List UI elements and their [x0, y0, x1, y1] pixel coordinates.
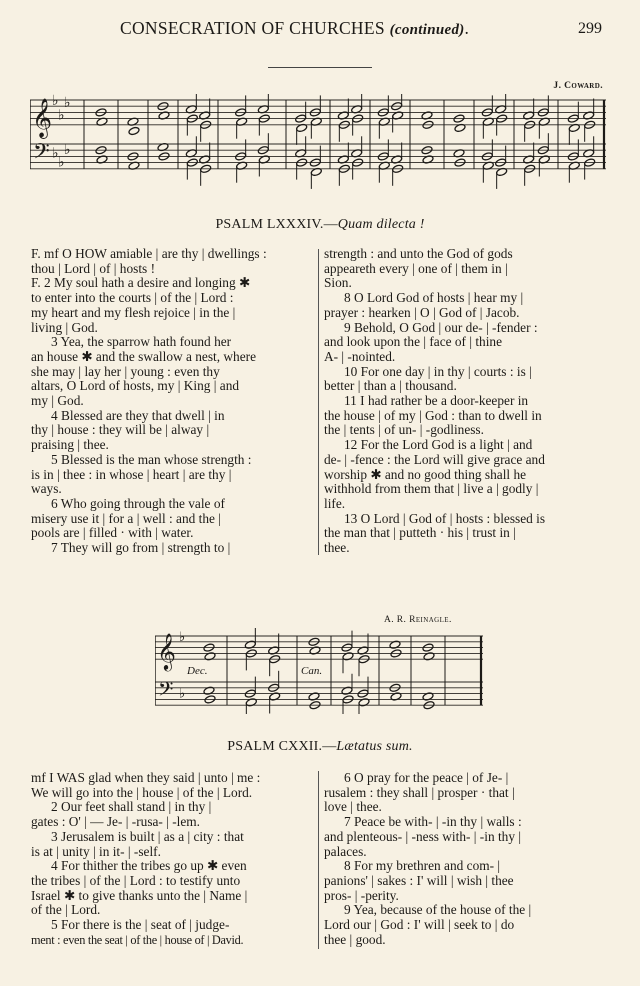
verse-line: 6 Who going through the vale of: [51, 495, 225, 511]
psalm-latin-title: Quam dilecta !: [337, 217, 425, 232]
verse-line: is in | thee : in whose | heart | are thy |: [31, 466, 232, 482]
verse-line: ways.: [31, 481, 62, 497]
verse-line: 10 For one day | in thy | courts : is |: [344, 363, 532, 379]
verse-line: misery use it | for a | well : and the |: [31, 510, 221, 526]
verse-line: the house | of my | God : than to dwell in: [324, 407, 542, 423]
verse-line: gates : O' | — Je- | -rusa- | -lem.: [31, 814, 201, 830]
flat-sign: ♭: [64, 95, 71, 112]
page-header: [0, 18, 640, 42]
verse-line: pools are | filled · with | water.: [31, 525, 194, 541]
flat-sign: ♭: [64, 142, 71, 159]
verse-line: 9 Behold, O God | our de- | -fender :: [344, 319, 538, 335]
verse-line: better | than a | thousand.: [324, 378, 457, 394]
treble-clef: 𝄞: [157, 632, 176, 671]
verse-line: thou | Lord | of | hosts !: [31, 260, 156, 276]
verse-line: altars, O Lord of hosts, my | King | and: [31, 378, 240, 394]
verse-line: thee | good.: [324, 931, 386, 947]
verse-line: thy | house : they will be | alway |: [31, 422, 210, 438]
verse-line: 3 Yea, the sparrow hath found her: [51, 334, 232, 350]
psalm-text-right-column: [324, 771, 607, 947]
verse-line: to enter into the courts | of the | Lord :: [31, 290, 234, 306]
verse-line: We will go into the | house | of the | Lord.: [31, 784, 253, 800]
verse-line: F. 2 My soul hath a desire and longing ✱: [31, 275, 251, 291]
treble-note: [128, 126, 140, 135]
header-rule: [268, 67, 372, 68]
decani-label: Dec.: [187, 665, 208, 677]
verse-line: 9 Yea, because of the house of the |: [344, 902, 532, 918]
verse-line: appeareth every | one of | them in |: [324, 260, 508, 276]
column-divider: [318, 249, 319, 555]
verse-line: 8 For my brethren and com- |: [344, 858, 501, 874]
verse-line: praising | thee.: [31, 437, 109, 453]
flat-sign: ♭: [179, 630, 186, 645]
verse-line: the | tents | of un- | -godliness.: [324, 422, 484, 438]
verse-line: A- | -nointed.: [324, 348, 396, 364]
verse-line: 8 O Lord God of hosts | hear my |: [344, 290, 524, 306]
verse-line: life.: [324, 495, 346, 511]
column-divider: [318, 771, 319, 949]
verse-line: rusalem : they shall | prosper · that |: [324, 784, 515, 800]
verse-line: de- | -fence : the Lord will give grace and: [324, 451, 545, 467]
verse-line: panions' | sakes : I' will | wish | thee: [324, 872, 514, 888]
verse-line: 3 Jerusalem is built | as a | city : that: [51, 828, 244, 844]
verse-line: love | thee.: [324, 799, 382, 815]
verse-line: palaces.: [324, 843, 367, 859]
treble-clef: 𝄞: [32, 97, 53, 138]
continued-label: (continued): [389, 22, 465, 38]
verse-line: mf I WAS glad when they said | unto | me :: [31, 770, 261, 785]
page-number: 299: [578, 20, 602, 37]
verse-line: pros- | -perity.: [324, 887, 399, 903]
verse-line: Israel ✱ to give thanks unto the | Name |: [31, 887, 248, 903]
verse-line: strength : and unto the God of gods: [324, 246, 513, 261]
chant-score-double: [30, 94, 608, 190]
verse-line: and plenteous- | -ness with- | -in thy |: [324, 828, 522, 844]
verse-line: Lord our | God : I' will | seek to | do: [324, 917, 515, 933]
verse-line: the tribes | of the | Lord : to testify unto: [31, 872, 241, 888]
verse-line: prayer : hearken | O | God of | Jacob.: [324, 304, 520, 320]
psalm-heading: PSALM CXXII.—Lætatus sum.: [227, 739, 413, 754]
verse-line: ment : even the seat | of the | house of | David.: [31, 932, 244, 947]
verse-line: is at | unity | in it- | -self.: [31, 843, 161, 859]
psalm-text-left-column: [31, 247, 314, 556]
verse-line: 2 Our feet shall stand | in thy |: [51, 799, 212, 815]
verse-line: 11 I had rather be a door-keeper in: [344, 393, 529, 409]
flat-sign: ♭: [179, 686, 186, 702]
verse-line: 7 Peace be with- | -in thy | walls :: [344, 814, 522, 830]
verse-line: an house ✱ and the swallow a nest, where: [31, 348, 256, 364]
chant-score-single: [155, 628, 485, 714]
verse-line: F. mf O HOW amiable | are thy | dwellings :: [31, 246, 267, 261]
verse-line: 4 For thither the tribes go up ✱ even: [51, 858, 247, 874]
composer-credit: J. Coward.: [553, 81, 603, 91]
verse-line: living | God.: [31, 319, 98, 335]
flat-sign: ♭: [52, 145, 59, 162]
verse-line: 4 Blessed are they that dwell | in: [51, 407, 225, 423]
verse-line: the man that | putteth · his | trust in |: [324, 525, 516, 541]
running-title: CONSECRATION OF CHURCHES (continued).: [120, 18, 470, 38]
verse-line: 6 O pray for the peace | of Je- |: [344, 770, 509, 785]
verse-line: 12 For the Lord God is a light | and: [344, 437, 533, 453]
verse-line: withhold from them that | live a | godly |: [324, 481, 539, 497]
bass-clef: 𝄢: [33, 139, 50, 170]
verse-line: 5 Blessed is the man whose strength :: [51, 451, 252, 467]
verse-line: 7 They will go from | strength to |: [51, 540, 231, 556]
bass-clef: 𝄢: [158, 677, 174, 706]
verse-line: Sion.: [324, 275, 352, 291]
verse-line: 5 For there is the | seat of | judge-: [51, 917, 230, 933]
verse-line: worship ✱ and no good thing shall he: [324, 466, 527, 482]
cantoris-label: Can.: [301, 665, 323, 677]
verse-line: my heart and my flesh rejoice | in the |: [31, 304, 236, 320]
verse-line: 13 O Lord | God of | hosts : blessed is: [344, 510, 546, 526]
verse-line: of the | Lord.: [31, 902, 101, 918]
verse-line: she may | lay her | young : even thy: [31, 363, 220, 379]
composer-credit: A. R. Reinagle.: [384, 615, 452, 625]
flat-sign: ♭: [58, 107, 65, 124]
flat-sign: ♭: [58, 154, 65, 171]
verse-line: and look upon the | face of | thine: [324, 334, 503, 350]
psalm-heading: PSALM LXXXIV.—Quam dilecta !: [215, 217, 425, 232]
verse-line: thee.: [324, 540, 350, 556]
flat-sign: ♭: [52, 94, 59, 109]
psalm-text-right-column: [324, 247, 607, 556]
psalm-latin-title: Lætatus sum.: [336, 739, 413, 754]
verse-line: my | God.: [31, 393, 84, 409]
psalm-text-left-column: [31, 771, 314, 947]
